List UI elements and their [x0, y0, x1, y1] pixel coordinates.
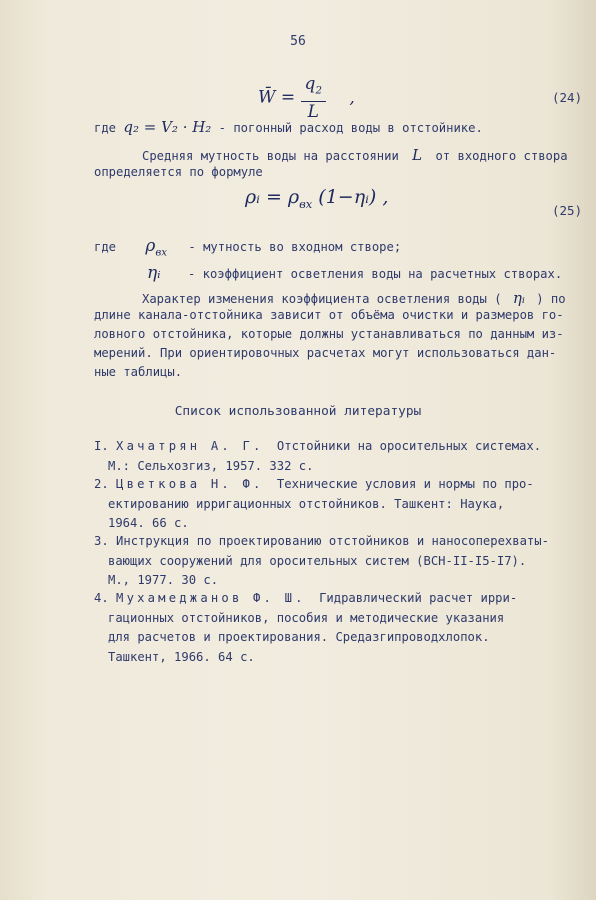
reference-3: 3. Инструкция по проектированию отстойников и наносоперехваты- вающих сооружений для оросительных систем (ВСН-II-I5-I7). М., 1977. 30 с.	[94, 534, 549, 587]
para2-line2: длине канала-отстойника зависит от объёма очистки и размеров го-	[94, 308, 564, 322]
equation-24: W̄ = $\frac{q_2}{L}$ ,	[258, 74, 355, 123]
symbol-rho-bx: $\rho_{вх}$	[145, 236, 168, 259]
para2-line3: ловного отстойника, которые должны устанавливаться по данным из-	[94, 327, 564, 341]
where-line-1: где q₂ = V₂ · H₂ - погонный расход воды в отстойнике.	[94, 118, 483, 136]
eq24-number: (24)	[552, 90, 583, 105]
para1-line1: Средняя мутность воды на расстоянии L от входного створа	[142, 146, 568, 164]
where-line-2: где $\rho_{вх}$ - мутность во входном створе;	[94, 236, 402, 259]
page-number: 56	[290, 34, 306, 49]
references-heading: Список использованной литературы	[174, 404, 422, 419]
equation-25: ρᵢ = $\rho_{вх}$ (1−ηᵢ) ,	[245, 186, 389, 211]
reference-1: I. Хачатрян А. Г. Отстойники на оросительных системах. М.: Сельхозгиз, 1957. 332 с.	[94, 439, 542, 473]
eq24-trail: ,	[349, 87, 355, 108]
where1-formula: q₂ = V₂ · H₂	[123, 118, 212, 136]
para2-line5: ные таблицы.	[94, 365, 183, 379]
symbol-L: L	[412, 146, 423, 164]
where-line-3: ηᵢ - коэффициент осветления воды на расчетных створах.	[147, 263, 563, 283]
eq24-lhs: W̄	[258, 87, 276, 108]
para2-line4: мерений. При ориентировочных расчетах могут использоваться дан-	[94, 346, 557, 360]
eq25-number: (25)	[552, 203, 583, 218]
eq24-denominator: L	[307, 102, 319, 123]
reference-2: 2. Цветкова Н. Ф. Технические условия и нормы по про- ектированию ирригационных отстойников. Ташкент: Наука, 1964. 66 с.	[94, 477, 534, 530]
para1-line2: определяется по формуле	[94, 165, 263, 179]
para2-line1: Характер изменения коэффициента осветления воды ( ηᵢ ) по	[142, 289, 566, 307]
eq24-numerator: q	[304, 74, 316, 94]
eq24-numerator-sub: 2	[315, 85, 322, 97]
eq24-fraction	[301, 74, 326, 122]
symbol-eta-i: ηᵢ	[147, 263, 161, 283]
reference-4: 4. Мухамеджанов Ф. Ш. Гидравлический расчет ирри- гационных отстойников, пособия и методические указания для расчетов и проектирования. Средазгипроводхлопок. Ташкент, 1966. 64 с.	[94, 591, 518, 664]
